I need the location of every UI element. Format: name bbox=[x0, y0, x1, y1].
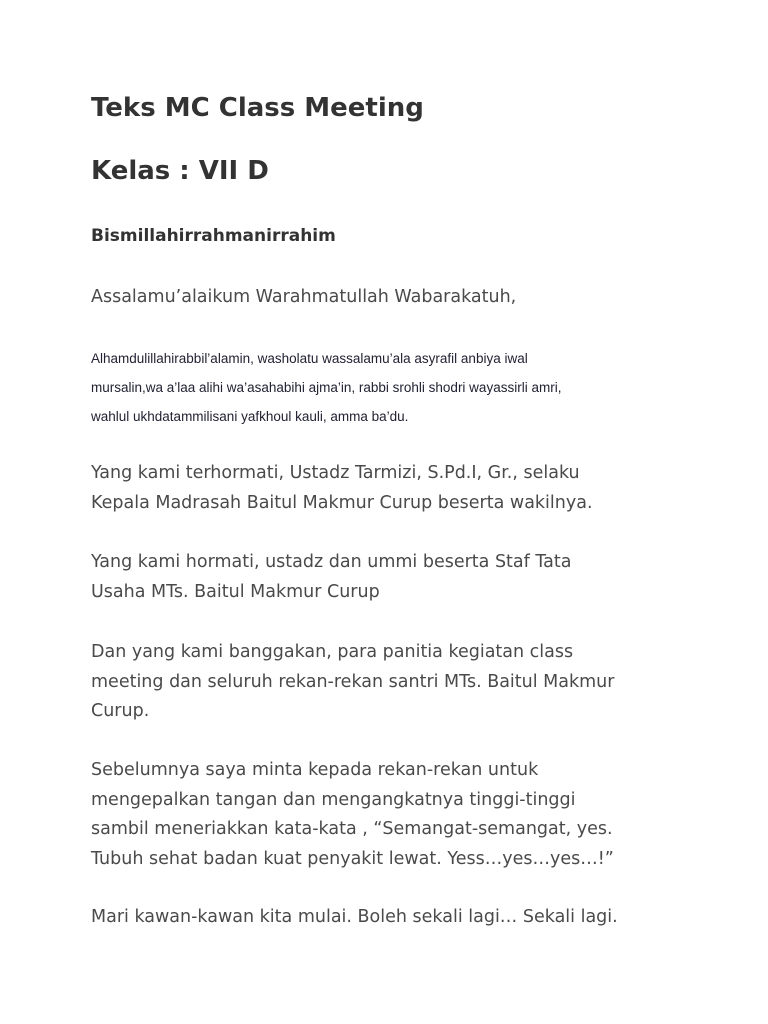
paragraph-line: Yang kami hormati, ustadz dan ummi beserta Staf Tata bbox=[91, 552, 572, 572]
paragraph-line: Kepala Madrasah Baitul Makmur Curup beserta wakilnya. bbox=[91, 492, 593, 513]
honorific-headmaster-paragraph bbox=[91, 459, 691, 518]
paragraph-line: Yang kami terhormati, Ustadz Tarmizi, S.Pd.I, Gr., selaku bbox=[91, 463, 580, 483]
paragraph-line: Mari kawan-kawan kita mulai. Boleh sekali lagi… Sekali lagi. bbox=[91, 907, 618, 927]
paragraph-line: Dan yang kami banggakan, para panitia kegiatan class bbox=[91, 642, 574, 662]
paragraph-line: Curup. bbox=[91, 701, 150, 721]
paragraph-line: Tubuh sehat badan kuat penyakit lewat. Yess…yes…yes…!” bbox=[91, 848, 614, 869]
paragraph-line: Usaha MTs. Baitul Makmur Curup bbox=[91, 581, 380, 602]
paragraph-line: Sebelumnya saya minta kepada rekan-rekan untuk bbox=[91, 760, 539, 780]
paragraph-line: mengepalkan tangan dan mengangkatnya tinggi-tinggi bbox=[91, 789, 576, 810]
honorific-committee-paragraph bbox=[91, 638, 691, 727]
paragraph-line: meeting dan seluruh rekan-rekan santri MTs. Baitul Makmur bbox=[91, 671, 615, 692]
class-heading: Kelas : VII D bbox=[91, 156, 269, 186]
paragraph-line: wahlul ukhdatammilisani yafkhoul kauli, amma ba’du. bbox=[91, 409, 409, 424]
document-title: Teks MC Class Meeting bbox=[91, 93, 424, 123]
opening-prayer-paragraph bbox=[91, 344, 691, 431]
paragraph-line: mursalin,wa a’laa alihi wa’asahabihi ajma’in, rabbi srohli shodri wayassirli amri, bbox=[91, 380, 562, 395]
paragraph-line: Assalamu’alaikum Warahmatullah Wabarakatuh, bbox=[91, 287, 517, 307]
greeting-paragraph bbox=[91, 283, 691, 313]
paragraph-line: Alhamdulillahirabbil’alamin, washolatu wassalamu’ala asyrafil anbiya iwal bbox=[91, 351, 528, 366]
paragraph-line: sambil meneriakkan kata-kata , “Semangat-semangat, yes. bbox=[91, 819, 613, 839]
yel-yel-paragraph bbox=[91, 756, 691, 874]
closing-paragraph bbox=[91, 903, 691, 933]
bismillah-heading: Bismillahirrahmanirrahim bbox=[91, 226, 336, 246]
honorific-staff-paragraph bbox=[91, 548, 691, 607]
